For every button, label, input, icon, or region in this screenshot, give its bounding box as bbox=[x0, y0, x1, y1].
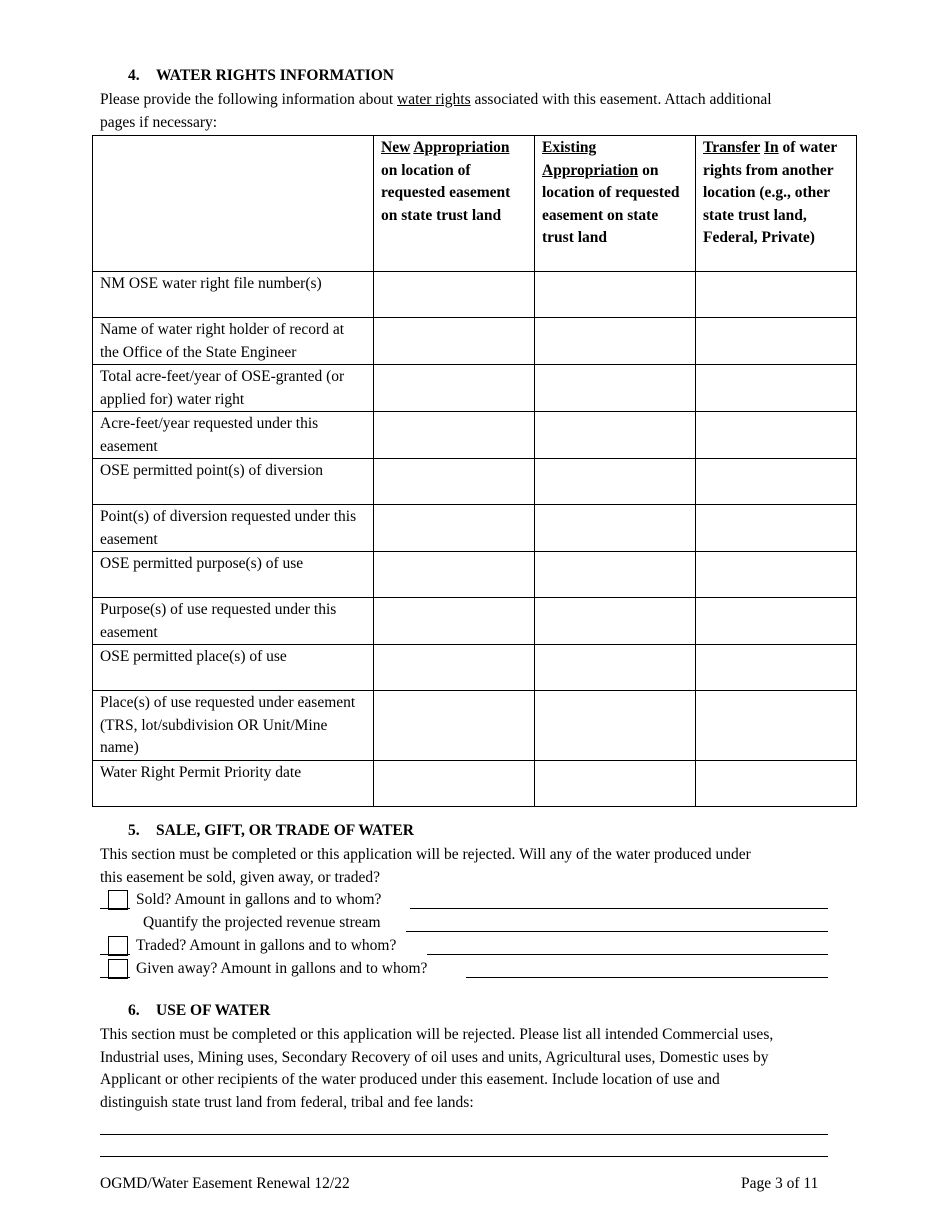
cell-transfer[interactable] bbox=[696, 272, 857, 318]
cell-existing[interactable] bbox=[535, 505, 696, 552]
row-label: Total acre-feet/year of OSE-granted (or applied for) water right bbox=[93, 365, 374, 412]
row-label: Point(s) of diversion requested under this easement bbox=[93, 505, 374, 552]
cell-transfer[interactable] bbox=[696, 598, 857, 645]
row-label: OSE permitted purpose(s) of use bbox=[93, 552, 374, 598]
cell-transfer[interactable] bbox=[696, 318, 857, 365]
cell-new[interactable] bbox=[374, 365, 535, 412]
cell-existing[interactable] bbox=[535, 598, 696, 645]
section-5-title: SALE, GIFT, OR TRADE OF WATER bbox=[156, 822, 414, 839]
cell-transfer[interactable] bbox=[696, 691, 857, 761]
section-5-intro-line: This section must be completed or this application will be rejected. Will any of the water produced under bbox=[100, 846, 751, 863]
cell-existing[interactable] bbox=[535, 318, 696, 365]
use-of-water-line-2[interactable] bbox=[100, 1156, 828, 1157]
water-rights-table bbox=[92, 135, 857, 807]
cell-new[interactable] bbox=[374, 552, 535, 598]
section-4-intro bbox=[100, 89, 860, 134]
row-label: Name of water right holder of record at the Office of the State Engineer bbox=[93, 318, 374, 365]
traded-row bbox=[100, 935, 396, 957]
intro-text-2: associated with this easement. Attach additional bbox=[470, 91, 772, 108]
section-6-line: This section must be completed or this application will be rejected. Please list all intended Commercial uses, bbox=[100, 1026, 774, 1043]
sold-label: Sold? Amount in gallons and to whom? bbox=[136, 891, 382, 908]
use-of-water-line-1[interactable] bbox=[100, 1134, 828, 1135]
given-away-label: Given away? Amount in gallons and to whom? bbox=[136, 960, 428, 977]
sold-checkbox[interactable] bbox=[108, 890, 128, 910]
given-row bbox=[100, 958, 427, 980]
row-label: Water Right Permit Priority date bbox=[93, 760, 374, 806]
row-label: Place(s) of use requested under easement (TRS, lot/subdivision OR Unit/Mine name) bbox=[93, 691, 374, 761]
cell-transfer[interactable] bbox=[696, 505, 857, 552]
table-row bbox=[93, 691, 857, 761]
section-6-line: distinguish state trust land from federal, tribal and fee lands: bbox=[100, 1093, 474, 1111]
cell-existing[interactable] bbox=[535, 365, 696, 412]
revenue-fill-line[interactable] bbox=[406, 931, 828, 932]
cell-new[interactable] bbox=[374, 645, 535, 691]
header-transfer-in: Transfer In of water rights from another location (e.g., other state trust land, Federal, Private) bbox=[696, 136, 857, 272]
table-row bbox=[93, 412, 857, 459]
cell-transfer[interactable] bbox=[696, 645, 857, 691]
table-row bbox=[93, 552, 857, 598]
footer-page-number: Page 3 of 11 bbox=[741, 1175, 819, 1192]
table-header-row bbox=[93, 136, 857, 272]
row-label: Acre-feet/year requested under this easement bbox=[93, 412, 374, 459]
traded-label: Traded? Amount in gallons and to whom? bbox=[136, 937, 397, 954]
table-row bbox=[93, 272, 857, 318]
section-6-line: Applicant or other recipients of the water produced under this easement. Include location of use and bbox=[100, 1071, 720, 1088]
cell-existing[interactable] bbox=[535, 272, 696, 318]
section-5-heading bbox=[128, 822, 414, 840]
table-row bbox=[93, 365, 857, 412]
cell-existing[interactable] bbox=[535, 412, 696, 459]
cell-new[interactable] bbox=[374, 412, 535, 459]
section-6-heading bbox=[128, 1002, 270, 1020]
cell-new[interactable] bbox=[374, 598, 535, 645]
cell-transfer[interactable] bbox=[696, 760, 857, 806]
table-row bbox=[93, 760, 857, 806]
table-row bbox=[93, 505, 857, 552]
cell-existing[interactable] bbox=[535, 459, 696, 505]
header-existing-appropriation: Existing Appropriation on location of requested easement on state trust land bbox=[535, 136, 696, 272]
revenue-row bbox=[143, 912, 381, 934]
row-label: OSE permitted point(s) of diversion bbox=[93, 459, 374, 505]
given-away-checkbox[interactable] bbox=[108, 959, 128, 979]
table-row bbox=[93, 318, 857, 365]
section-5-intro bbox=[100, 844, 880, 889]
row-label: OSE permitted place(s) of use bbox=[93, 645, 374, 691]
cell-transfer[interactable] bbox=[696, 365, 857, 412]
revenue-label: Quantify the projected revenue stream bbox=[143, 914, 381, 931]
cell-existing[interactable] bbox=[535, 645, 696, 691]
table-row bbox=[93, 459, 857, 505]
intro-text: Please provide the following information about bbox=[100, 91, 398, 108]
header-new-appropriation: New Appropriation on location of requested easement on state trust land bbox=[374, 136, 535, 272]
section-6-line: Industrial uses, Mining uses, Secondary Recovery of oil uses and units, Agricultural uses, Domestic uses by bbox=[100, 1048, 769, 1066]
cell-existing[interactable] bbox=[535, 691, 696, 761]
footer-form-id: OGMD/Water Easement Renewal 12/22 bbox=[100, 1175, 350, 1192]
cell-transfer[interactable] bbox=[696, 552, 857, 598]
row-label: NM OSE water right file number(s) bbox=[93, 272, 374, 318]
sold-fill-line[interactable] bbox=[410, 908, 828, 909]
sold-row bbox=[100, 889, 381, 911]
cell-existing[interactable] bbox=[535, 760, 696, 806]
section-5-intro-line: this easement be sold, given away, or traded? bbox=[100, 868, 381, 886]
header-blank-cell bbox=[93, 136, 374, 272]
section-4-title: WATER RIGHTS INFORMATION bbox=[156, 67, 394, 84]
cell-transfer[interactable] bbox=[696, 412, 857, 459]
table-row bbox=[93, 598, 857, 645]
table-row bbox=[93, 645, 857, 691]
section-6-number: 6. bbox=[128, 1002, 140, 1019]
water-rights-term: water rights bbox=[397, 91, 471, 108]
row-label: Purpose(s) of use requested under this easement bbox=[93, 598, 374, 645]
cell-transfer[interactable] bbox=[696, 459, 857, 505]
traded-fill-line[interactable] bbox=[427, 954, 828, 955]
section-6-body bbox=[100, 1024, 900, 1114]
given-away-fill-line[interactable] bbox=[466, 977, 828, 978]
section-4-number: 4. bbox=[128, 67, 140, 84]
cell-new[interactable] bbox=[374, 505, 535, 552]
cell-new[interactable] bbox=[374, 272, 535, 318]
cell-new[interactable] bbox=[374, 318, 535, 365]
cell-existing[interactable] bbox=[535, 552, 696, 598]
section-6-title: USE OF WATER bbox=[156, 1002, 271, 1019]
cell-new[interactable] bbox=[374, 691, 535, 761]
section-5-number: 5. bbox=[128, 822, 140, 839]
traded-checkbox[interactable] bbox=[108, 936, 128, 956]
cell-new[interactable] bbox=[374, 459, 535, 505]
cell-new[interactable] bbox=[374, 760, 535, 806]
intro-text-3: pages if necessary: bbox=[100, 113, 218, 131]
section-4-heading bbox=[128, 67, 394, 85]
